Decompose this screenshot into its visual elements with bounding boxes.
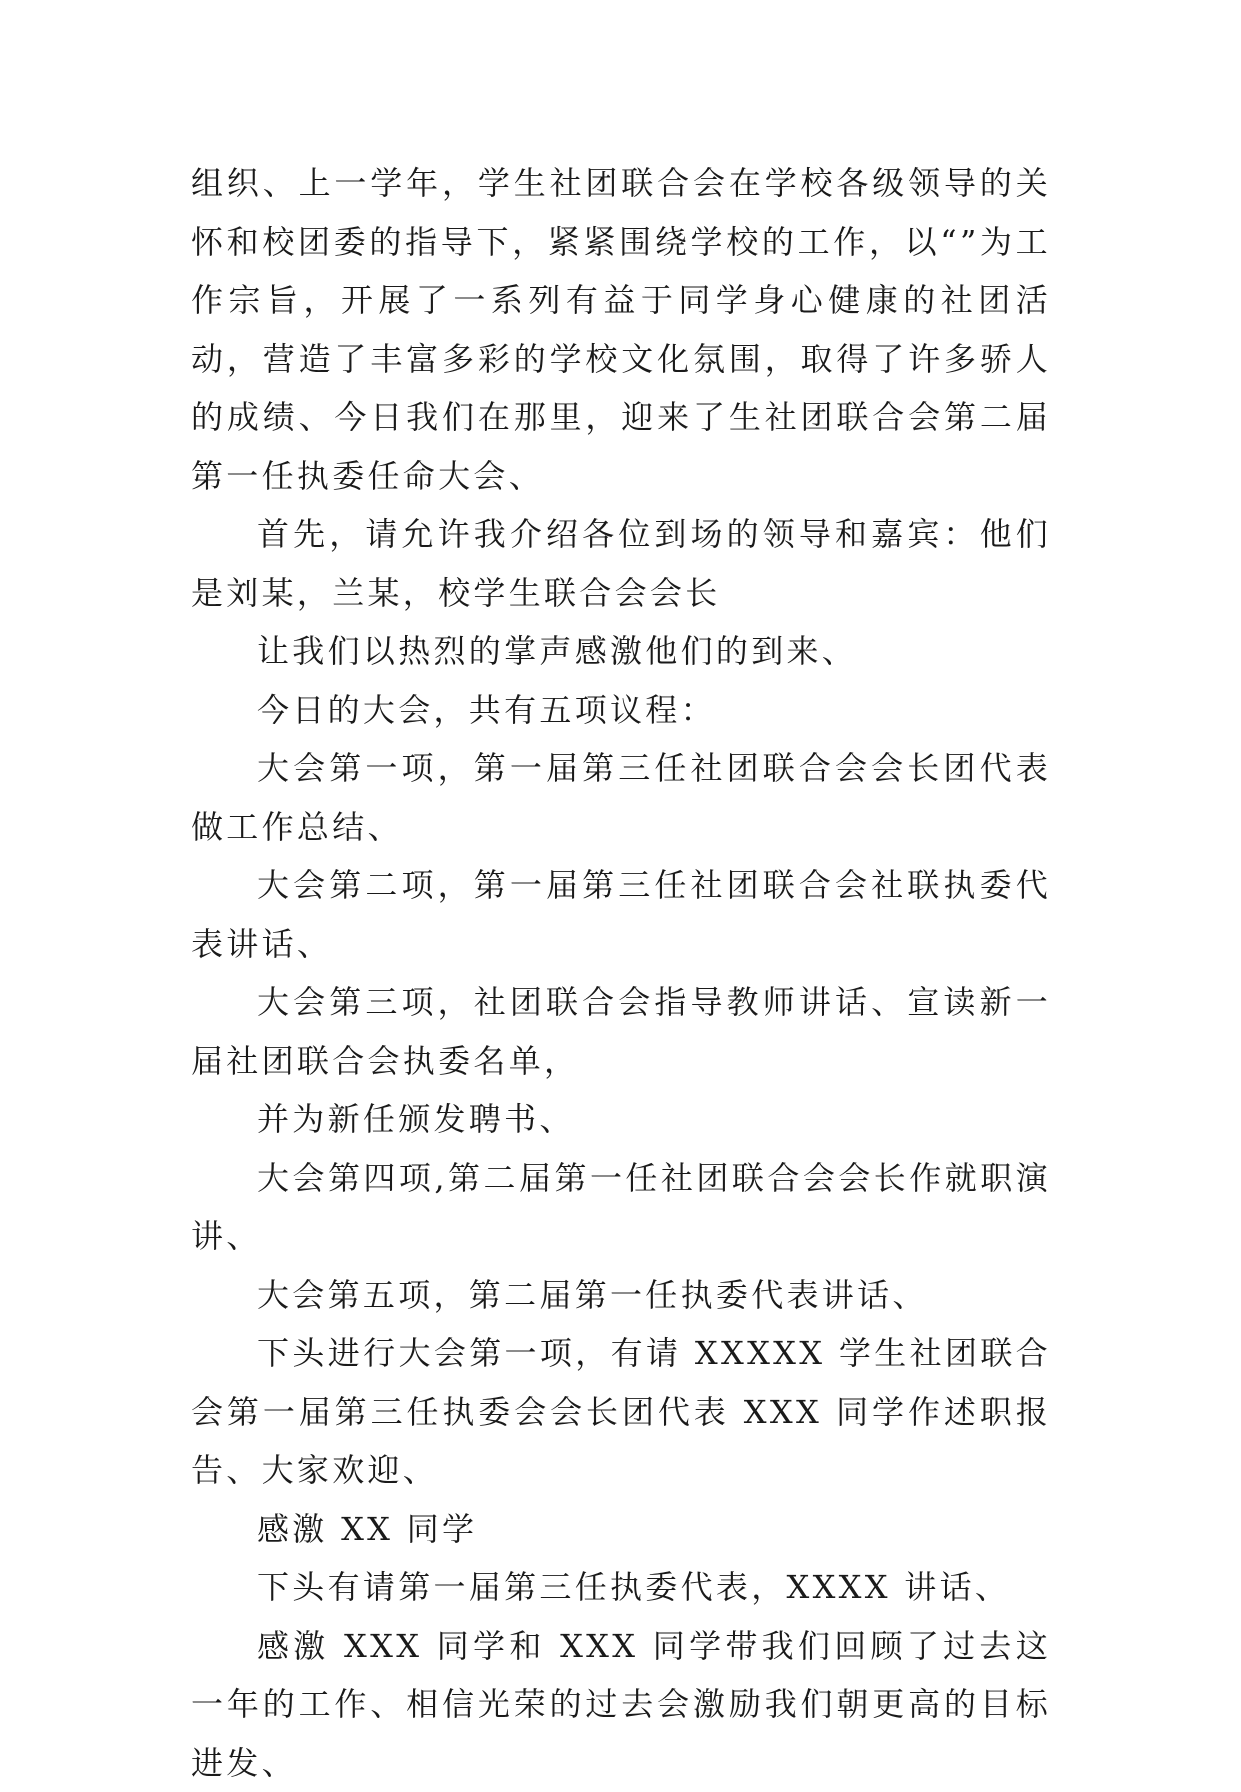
- paragraph-first-item-start: 下头进行大会第一项，有请 XXXXX 学生社团联合会第一届第三任执委会会长团代表 XXX 同学作述职报告、大家欢迎、: [191, 1324, 1051, 1500]
- paragraph-agenda-item-3: 大会第三项，社团联合会指导教师讲话、宣读新一届社团联合会执委名单，: [191, 973, 1051, 1090]
- paragraph-agenda-intro: 今日的大会，共有五项议程：: [191, 681, 1051, 740]
- paragraph-agenda-item-5: 大会第五项，第二届第一任执委代表讲话、: [191, 1266, 1051, 1325]
- paragraph-opening: 组织、上一学年，学生社团联合会在学校各级领导的关怀和校团委的指导下，紧紧围绕学校的工作，以“”为工作宗旨，开展了一系列有益于同学身心健康的社团活动，营造了丰富多彩的学校文化氛围，取得了许多骄人的成绩、今日我们在那里，迎来了生社团联合会第二届第一任执委任命大会、: [191, 154, 1051, 505]
- document-body: [191, 154, 1051, 1792]
- paragraph-agenda-item-2: 大会第二项，第一届第三任社团联合会社联执委代表讲话、: [191, 856, 1051, 973]
- paragraph-introduce-guests: 首先，请允许我介绍各位到场的领导和嘉宾：他们是刘某，兰某，校学生联合会会长: [191, 505, 1051, 622]
- paragraph-thanks-1: 感激 XX 同学: [191, 1500, 1051, 1559]
- paragraph-next-speaker: 下头有请第一届第三任执委代表，XXXX 讲话、: [191, 1558, 1051, 1617]
- paragraph-applause: 让我们以热烈的掌声感激他们的到来、: [191, 622, 1051, 681]
- paragraph-agenda-item-1: 大会第一项，第一届第三任社团联合会会长团代表做工作总结、: [191, 739, 1051, 856]
- paragraph-agenda-item-4: 大会第四项,第二届第一任社团联合会会长作就职演讲、: [191, 1149, 1051, 1266]
- paragraph-thanks-2: 感激 XXX 同学和 XXX 同学带我们回顾了过去这一年的工作、相信光荣的过去会激励我们朝更高的目标进发、: [191, 1617, 1051, 1792]
- paragraph-agenda-item-3-continued: 并为新任颁发聘书、: [191, 1090, 1051, 1149]
